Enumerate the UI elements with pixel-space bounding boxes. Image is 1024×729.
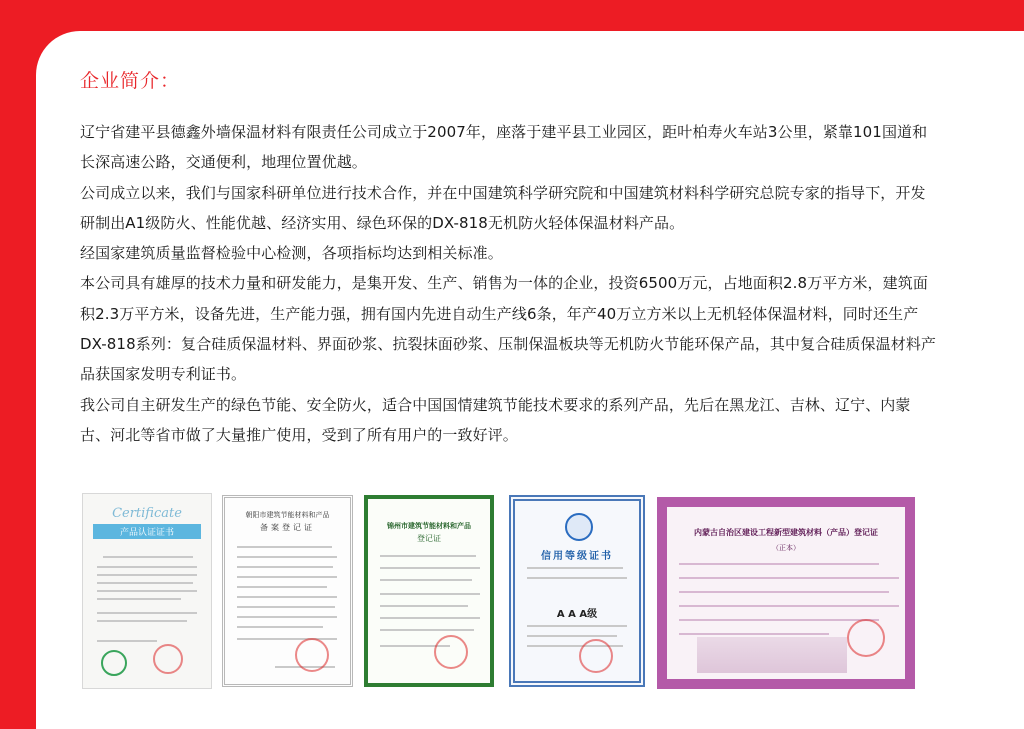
seal-icon: [579, 639, 613, 673]
seal-icon: [153, 644, 183, 674]
certificate-title: 内蒙古自治区建设工程新型建筑材料（产品）登记证: [694, 528, 878, 537]
building-illustration: [697, 637, 847, 673]
credit-grade: A A A级: [556, 609, 598, 620]
certificate-image: [222, 495, 353, 687]
certificate-subtitle: （正本）: [772, 544, 800, 552]
seal-icon: [434, 635, 468, 669]
certificate-image: [509, 495, 645, 687]
certificate-image: [82, 493, 212, 689]
emblem-icon: [565, 513, 593, 541]
certificate-image: [657, 497, 915, 689]
seal-icon: [295, 638, 329, 672]
intro-paragraph: 经国家建筑质量监督检验中心检测，各项指标均达到相关标准。: [80, 244, 503, 263]
intro-paragraph: 公司成立以来，我们与国家科研单位进行技术合作，并在中国建筑科学研究院和中国建筑材料科学研究总院专家的指导下，开发研制出A1级防火、性能优越、经济实用、绿色环保的DX-818无机防火轻体保温材料产品。: [80, 183, 926, 232]
certificate-title: 朝阳市建筑节能材料和产品: [245, 511, 330, 519]
certificate-title: 信用等级证书: [541, 551, 613, 562]
certificate-image: [364, 495, 494, 687]
certificate-title: 锦州市建筑节能材料和产品: [387, 522, 471, 530]
intro-paragraph: 我公司自主研发生产的绿色节能、安全防火，适合中国国情建筑节能技术要求的系列产品，先后在黑龙江、吉林、辽宁、内蒙古、河北等省市做了大量推广使用，受到了所有用户的一致好评。: [80, 395, 911, 444]
certificate-title: 产品认证证书: [93, 524, 201, 539]
intro-paragraph: 本公司具有雄厚的技术力量和研发能力，是集开发、生产、销售为一体的企业，投资6500万元，占地面积2.8万平方米，建筑面积2.3万平方米，设备先进，生产能力强，拥有国内先进自动生产线6条，年产40万立方米以上无机轻体保温材料，同时还生产DX-818系列：复合硅质保温材料、界面砂浆、抗裂抹面砂浆、压制保温板块等无机防火节能环保产品，其中复合硅质保温材料产品获国家发明专利证书。: [80, 274, 937, 384]
certificate-subtitle: 备案登记证: [260, 523, 315, 532]
seal-icon: [101, 650, 127, 676]
certificate-script: Certificate: [112, 506, 182, 521]
intro-paragraph: 辽宁省建平县德鑫外墙保温材料有限责任公司成立于2007年，座落于建平县工业园区，距叶柏寿火车站3公里，紧靠101国道和长深高速公路，交通便利，地理位置优越。: [80, 123, 928, 172]
page-heading: 企业简介：: [80, 70, 181, 92]
company-intro: [80, 117, 940, 450]
seal-icon: [847, 619, 885, 657]
certificate-subtitle: 登记证: [417, 534, 441, 543]
